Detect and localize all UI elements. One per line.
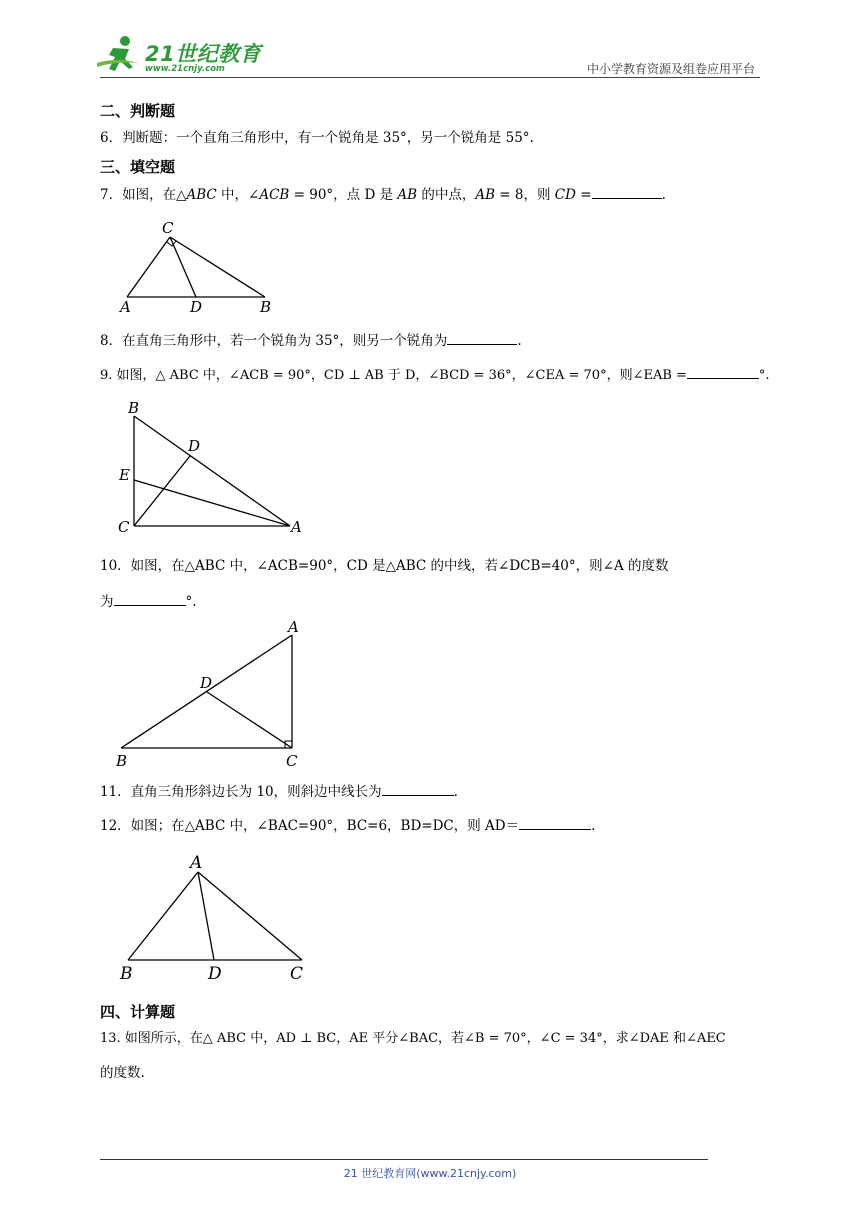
footer-divider (100, 1159, 708, 1160)
section-heading-calc: 四、计算题 (100, 1003, 176, 1021)
question-11 (100, 781, 458, 802)
q7-text: . (661, 187, 666, 203)
q7-text: 中，∠ (216, 187, 260, 203)
answer-blank[interactable] (447, 330, 517, 345)
label-B: B (128, 399, 140, 417)
q9-text: °. (758, 368, 770, 383)
figure-q9 (110, 398, 310, 538)
question-10-line1: 10．如图，在△ABC 中，∠ACB=90°，CD 是△ABC 的中线，若∠DCB=40°，则∠A 的度数 (100, 558, 669, 574)
q7-math: AB (397, 187, 418, 203)
label-D: D (208, 964, 222, 984)
label-B: B (260, 298, 272, 315)
section-heading-judge: 二、判断题 (100, 102, 176, 120)
question-7 (100, 184, 666, 205)
label-D: D (188, 437, 201, 455)
q7-math: ACB (259, 187, 290, 203)
label-D: D (190, 298, 203, 315)
q7-math: CD (554, 187, 576, 203)
label-A: A (288, 618, 299, 636)
answer-blank[interactable] (687, 364, 759, 379)
logo-url: www.21cnjy.com (145, 64, 225, 74)
site-title: 中小学教育资源及组卷应用平台 (586, 62, 755, 76)
q7-text: = (575, 187, 592, 203)
q7-math: AB (475, 187, 496, 203)
q8-text: 8．在直角三角形中，若一个锐角为 35°，则另一个锐角为 (100, 333, 448, 349)
question-13-line2: 的度数. (100, 1065, 145, 1081)
label-C: C (286, 752, 298, 770)
label-C: C (290, 964, 304, 984)
q7-text: 的中点， (417, 187, 476, 203)
q11-text: . (453, 784, 458, 800)
answer-blank[interactable] (382, 781, 454, 796)
question-8 (100, 330, 522, 351)
label-D: D (200, 674, 213, 692)
question-12 (100, 815, 595, 836)
label-A: A (120, 298, 131, 315)
q7-text: 7．如图，在△ (100, 187, 187, 203)
label-C: C (118, 518, 130, 536)
label-A: A (190, 853, 203, 873)
footer-link[interactable]: 21 世纪教育网(www.21cnjy.com) (343, 1167, 517, 1180)
section-heading-fill: 三、填空题 (100, 158, 176, 176)
question-9 (100, 364, 770, 386)
q10-text: 为 (100, 594, 114, 610)
figure-q7 (110, 215, 290, 315)
q7-text: = 8，则 (495, 187, 555, 203)
question-6: 6．判断题：一个直角三角形中，有一个锐角是 35°，另一个锐角是 55°. (100, 130, 534, 146)
answer-blank[interactable] (519, 815, 591, 830)
question-10-line2 (100, 591, 197, 612)
answer-blank[interactable] (592, 184, 662, 199)
q12-text: 12．如图；在△ABC 中，∠BAC=90°，BC=6，BD=DC，则 AD＝ (100, 818, 520, 834)
label-A: A (291, 518, 302, 536)
label-B: B (120, 964, 133, 984)
q9-text: 9. 如图，△ ABC 中，∠ACB = 90°，CD ⊥ AB 于 D，∠BCD = 36°，∠CEA = 70°，则∠EAB = (100, 368, 687, 383)
q8-text: . (517, 333, 522, 349)
label-C: C (162, 219, 174, 237)
label-B: B (116, 752, 128, 770)
label-E: E (119, 466, 130, 484)
answer-blank[interactable] (114, 591, 186, 606)
q12-text: . (591, 818, 596, 834)
question-13-line1: 13. 如图所示，在△ ABC 中，AD ⊥ BC，AE 平分∠BAC，若∠B = 70°，∠C = 34°，求∠DAE 和∠AEC (100, 1031, 726, 1046)
q11-text: 11．直角三角形斜边长为 10，则斜边中线长为 (100, 784, 382, 800)
header-divider (100, 77, 760, 78)
logo-text: 21世纪教育 (145, 42, 262, 66)
runner-logo-icon (95, 33, 145, 78)
figure-q12 (110, 848, 320, 988)
figure-q10 (110, 615, 310, 775)
q7-text: = 90°，点 D 是 (289, 187, 398, 203)
q10-text: °. (185, 594, 197, 610)
q7-math: ABC (186, 187, 217, 203)
